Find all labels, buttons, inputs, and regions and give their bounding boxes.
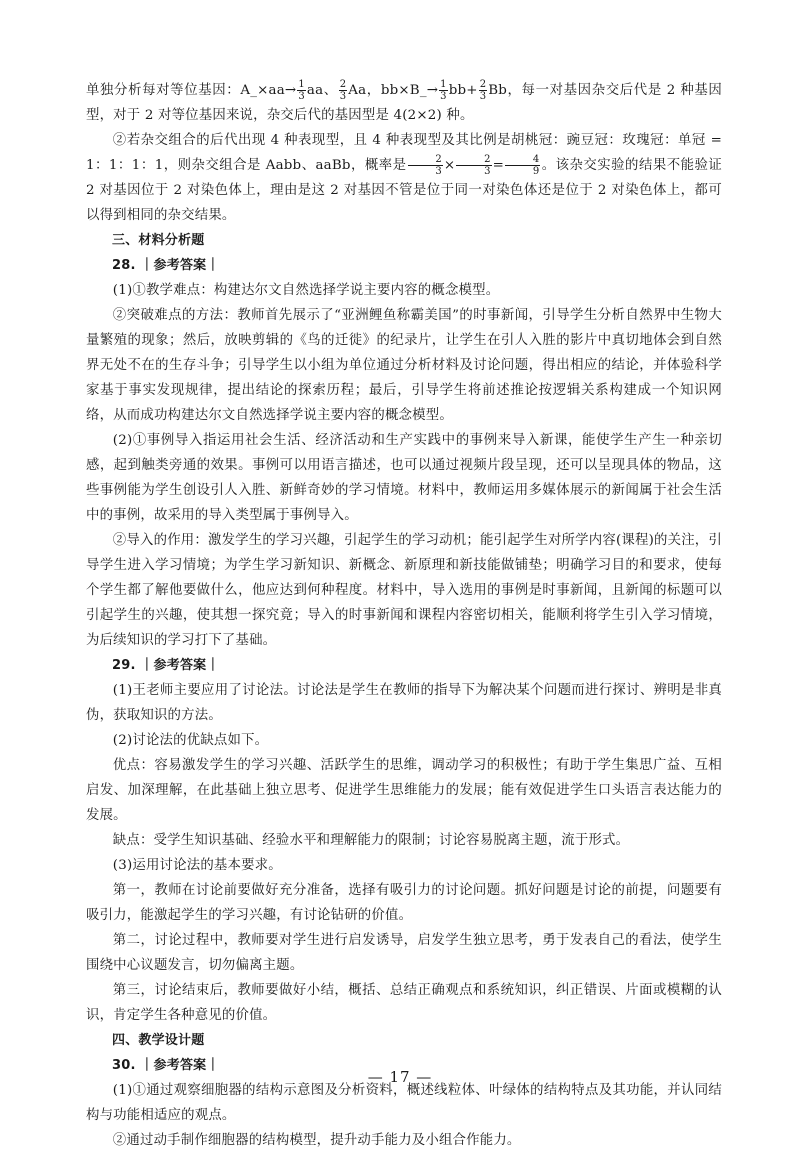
- q28-paragraph-1: (1)①教学难点：构建达尔文自然选择学说主要内容的概念模型。: [112, 283, 500, 298]
- text-run: Bb，每一对基因杂交后代是 2 种基因型，对于 2 对等位基因来说，杂交后代的基因型是 4(2×2) 种。: [86, 83, 723, 123]
- denominator: 3: [339, 91, 347, 102]
- q29-paragraph-6: 第一，教师在讨论前要做好充分准备，选择有吸引力的讨论问题。抓好问题是讨论的前提，问题要有吸引力，能激起学生的学习兴趣，有讨论钻研的价值。: [86, 883, 722, 923]
- q29-paragraph-3: 优点：容易激发学生的学习兴趣、活跃学生的思维，调动学习的积极性；有助于学生集思广益、互相启发、加深理解，在此基础上独立思考、促进学生思维能力的发展；能有效促进学生口头语言表达能力的发展。: [86, 758, 722, 823]
- q29-paragraph-7: 第二，讨论过程中，教师要对学生进行启发诱导，启发学生独立思考，勇于发表自己的看法，使学生围绕中心议题发言，切勿偏离主题。: [86, 933, 722, 973]
- fraction: [439, 79, 448, 102]
- question-28-heading: 28. ｜参考答案｜: [112, 258, 220, 273]
- answer-content: [86, 78, 722, 1153]
- numerator: 2: [339, 79, 347, 90]
- numerator: 2: [479, 79, 487, 90]
- q28-paragraph-2: ②突破难点的方法：教师首先展示了“亚洲鲤鱼称霸美国”的时事新闻，引导学生分析自然界中生物大量繁殖的现象；然后，放映剪辑的《鸟的迁徙》的纪录片，让学生在引人入胜的影片中真切地体会到自然界无处不在的生存斗争；引导学生以小组为单位通过分析材料及讨论问题，得出相应的结论，并体验科学家基于事实发现规律，提出结论的探索历程；最后，引导学生将前述推论按逻辑关系构建成一个知识网络，从而成功构建达尔文自然选择学说主要内容的概念模型。: [86, 308, 722, 423]
- fraction: [505, 154, 540, 177]
- denominator: 3: [484, 166, 491, 177]
- denominator: 3: [440, 91, 447, 102]
- numerator: 2: [456, 154, 491, 166]
- q29-paragraph-4: 缺点：受学生知识基础、经验水平和理解能力的限制；讨论容易脱离主题，流于形式。: [112, 833, 630, 848]
- genotype-analysis-paragraph: [86, 78, 722, 128]
- fraction: [297, 79, 306, 102]
- numerator: 2: [408, 154, 443, 166]
- q29-paragraph-2: (2)讨论法的优缺点如下。: [112, 733, 269, 748]
- q28-paragraph-3: (2)①事例导入指运用社会生活、经济活动和生产实践中的事例来导入新课，能使学生产生一种亲切感，起到触类旁通的效果。事例可以用语言描述，也可以通过视频片段呈现，还可以呈现具体的物品，这些事例能为学生创设引人入胜、新鲜奇妙的学习情境。材料中，教师运用多媒体展示的新闻属于社会生活中的事例，故采用的导入类型属于事例导入。: [86, 433, 722, 523]
- numerator: 4: [505, 154, 540, 166]
- q28-paragraph-4: ②导入的作用：激发学生的学习兴趣，引起学生的学习动机；能引起学生对所学内容(课程)的关注，引导学生进入学习情境；为学生学习新知识、新概念、新原理和新技能做铺垫；明确学习目的和要求，使每个学生都了解他要做什么，他应达到何种程度。材料中，导入选用的事例是时事新闻，且新闻的标题可以引起学生的兴趣，使其想一探究竟；导入的时事新闻和课程内容密切相关，能顺利将学生引入学习情境，为后续知识的学习打下了基础。: [86, 533, 722, 648]
- denominator: 3: [435, 166, 442, 177]
- q29-paragraph-1: (1)王老师主要应用了讨论法。讨论法是学生在教师的指导下为解决某个问题而进行探讨、辨明是非真伪，获取知识的方法。: [86, 683, 722, 723]
- section-heading-teaching-design: 四、教学设计题: [112, 1033, 205, 1048]
- denominator: 3: [298, 91, 305, 102]
- q30-paragraph-1: (1)①通过观察细胞器的结构示意图及分析资料，概述线粒体、叶绿体的结构特点及其功能，并认同结构与功能相适应的观点。: [86, 1083, 722, 1123]
- denominator: 3: [479, 91, 487, 102]
- text-run: =: [492, 158, 505, 173]
- numerator: 1: [440, 79, 447, 90]
- fraction: [479, 79, 488, 102]
- text-run: ×: [443, 158, 456, 173]
- text-run: bb+: [448, 83, 478, 98]
- section-heading-material-analysis: 三、材料分析题: [112, 233, 205, 248]
- fraction: [339, 79, 348, 102]
- phenotype-ratio-paragraph: [86, 128, 722, 228]
- denominator: 9: [532, 166, 540, 177]
- text-run: ②若杂交组合的后代出现 4 种表现型，且 4 种表现型及其比例是胡桃冠：豌豆冠：玫瑰冠：单冠 = 1：1：1：1，则杂交组合是 Aabb、aaBb，概率是: [86, 133, 722, 173]
- question-29-heading: 29. ｜参考答案｜: [112, 658, 220, 673]
- question-30-heading: 30. ｜参考答案｜: [112, 1058, 220, 1073]
- fraction: [456, 154, 491, 177]
- numerator: 1: [298, 79, 305, 90]
- text-run: Aa，bb×B_→: [348, 83, 439, 98]
- page-number: — 17 —: [367, 1068, 433, 1086]
- text-run: 。该杂交实验的结果不能验证 2 对基因位于 2 对染色体上，理由是这 2 对基因不管是位于同一对染色体还是位于 2 对染色体上，都可以得到相同的杂交结果。: [86, 158, 722, 223]
- q30-paragraph-2: ②通过动手制作细胞器的结构模型，提升动手能力及小组合作能力。: [112, 1133, 521, 1148]
- q29-paragraph-8: 第三，讨论结束后，教师要做好小结，概括、总结正确观点和系统知识，纠正错误、片面或模糊的认识，肯定学生各种意见的价值。: [86, 983, 722, 1023]
- text-run: 单独分析每对等位基因：A_×aa→: [86, 83, 297, 98]
- fraction: [408, 154, 443, 177]
- text-run: aa、: [306, 83, 338, 98]
- q29-paragraph-5: (3)运用讨论法的基本要求。: [112, 858, 282, 873]
